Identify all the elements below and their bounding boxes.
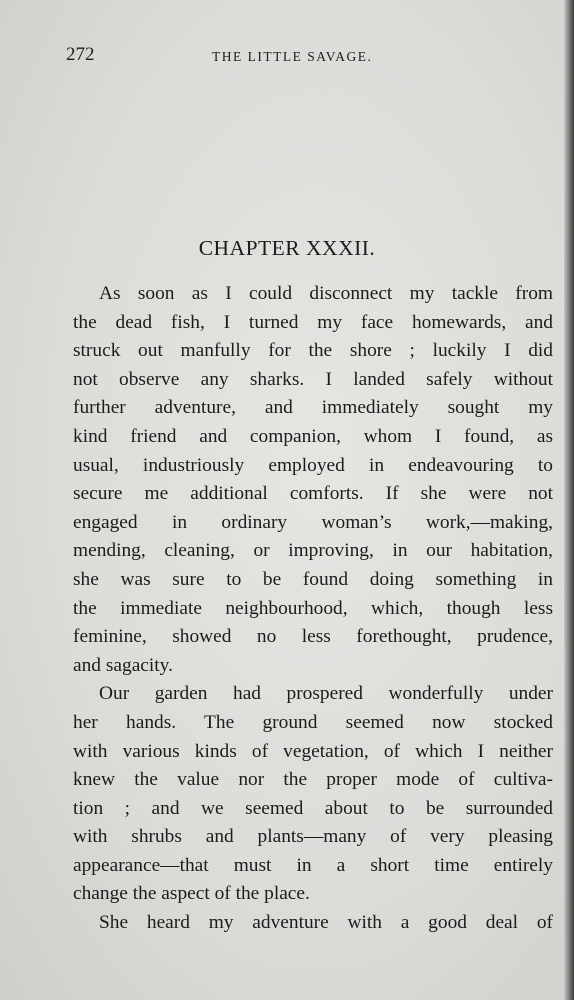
page-binding-edge bbox=[564, 0, 574, 1000]
running-header bbox=[66, 44, 544, 74]
text-line: the dead fish, I turned my face homewards, and bbox=[73, 311, 553, 333]
text-line: usual, industriously employed in endeavouring to bbox=[73, 454, 553, 476]
text-line: tion ; and we seemed about to be surrounded bbox=[73, 797, 553, 819]
text-line: she was sure to be found doing something in bbox=[73, 568, 553, 590]
text-line: and sagacity. bbox=[73, 654, 173, 676]
text-line: engaged in ordinary woman’s work,—making, bbox=[73, 511, 553, 533]
text-line: her hands. The ground seemed now stocked bbox=[73, 711, 553, 733]
chapter-title: CHAPTER XXXII. bbox=[198, 236, 376, 260]
body-text bbox=[73, 280, 553, 938]
text-line: change the aspect of the place. bbox=[73, 883, 310, 905]
text-line: with shrubs and plants—many of very pleasing bbox=[73, 826, 553, 848]
running-title: THE LITTLE SAVAGE. bbox=[212, 49, 373, 64]
text-line: As soon as I could disconnect my tackle from bbox=[99, 283, 553, 304]
text-line: secure me additional comforts. If she were not bbox=[73, 483, 553, 505]
text-line: kind friend and companion, whom I found, as bbox=[73, 425, 553, 447]
text-line: with various kinds of vegetation, of which I neither bbox=[73, 740, 553, 762]
paragraph bbox=[73, 909, 553, 938]
page-number: 272 bbox=[66, 44, 95, 65]
text-line: further adventure, and immediately sought my bbox=[73, 397, 553, 419]
text-line: knew the value nor the proper mode of cultiva- bbox=[73, 769, 553, 791]
text-line: not observe any sharks. I landed safely without bbox=[73, 368, 553, 390]
text-line: appearance—that must in a short time entirely bbox=[73, 854, 553, 876]
paragraph bbox=[73, 680, 553, 909]
text-line: feminine, showed no less forethought, prudence, bbox=[73, 626, 553, 648]
paragraph bbox=[73, 280, 553, 680]
text-line: the immediate neighbourhood, which, though less bbox=[73, 597, 553, 619]
text-line: She heard my adventure with a good deal of bbox=[99, 912, 553, 934]
text-line: struck out manfully for the shore ; luckily I did bbox=[73, 340, 553, 362]
text-line: mending, cleaning, or improving, in our habitation, bbox=[73, 540, 553, 562]
text-line: Our garden had prospered wonderfully under bbox=[99, 683, 553, 705]
